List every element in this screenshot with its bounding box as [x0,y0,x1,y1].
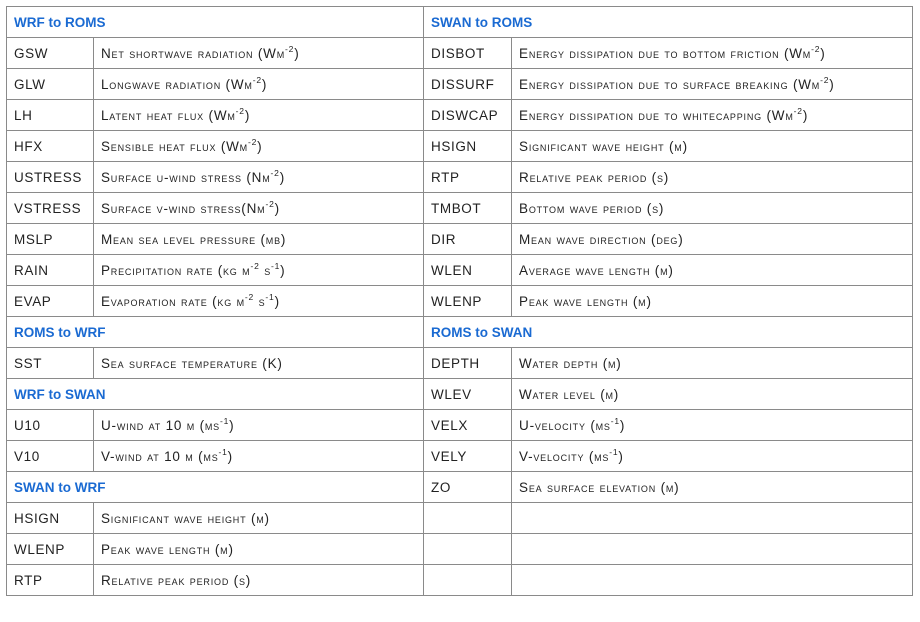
empty-cell [424,503,512,534]
description-text: V-wind at 10 m (ms [101,448,219,464]
description-text: U-velocity (ms [519,417,611,433]
unit-close: ) [618,448,624,464]
variable-code: DISBOT [424,38,512,69]
variable-description [512,100,913,131]
variable-code: HFX [7,131,94,162]
description-text: Significant wave height (m) [101,510,270,526]
variable-code: GSW [7,38,94,69]
variable-description [512,255,913,286]
variable-code: VSTRESS [7,193,94,224]
variable-code: USTRESS [7,162,94,193]
description-text: Evaporation rate (kg m [101,293,245,309]
table-row [7,379,913,410]
empty-cell [424,534,512,565]
description-text: Sea surface temperature (K) [101,355,283,371]
description-text: Sensible heat flux (Wm [101,138,248,154]
table-row [7,441,913,472]
section-header: WRF to SWAN [7,379,424,410]
table-row [7,565,913,596]
variable-description [94,224,424,255]
table-row [7,100,913,131]
variable-code: WLENP [424,286,512,317]
unit-exponent: -1 [218,446,228,457]
unit-close: ) [274,293,280,309]
variable-description [94,534,424,565]
variable-code: WLEV [424,379,512,410]
description-text: Water level (m) [519,386,620,402]
empty-cell [512,565,913,596]
unit-exponent: -1 [271,260,281,271]
description-text: Relative peak period (s) [101,572,252,588]
unit-exponent: -2 [793,105,803,116]
table-body [7,7,913,596]
description-text: Mean sea level pressure (mb) [101,231,287,247]
variable-code: WLEN [424,255,512,286]
unit-exponent: -1 [219,415,230,426]
description-text: Precipitation rate (kg m [101,262,251,278]
unit-exponent: -2 [244,291,255,302]
variable-description [94,131,424,162]
variable-code: SST [7,348,94,379]
variable-code: RTP [7,565,94,596]
description-text: Significant wave height (m) [519,138,688,154]
unit-close: ) [227,448,233,464]
description-text: Net shortwave radiation (Wm [101,45,286,61]
description-text: Average wave length (m) [519,262,674,278]
variable-description [94,410,424,441]
variable-code: DISSURF [424,69,512,100]
unit-close: ) [294,45,300,61]
table-row [7,534,913,565]
table-row [7,255,913,286]
table-row [7,38,913,69]
variable-description [94,100,424,131]
section-header: SWAN to WRF [7,472,424,503]
variable-description [512,379,913,410]
unit-close: ) [279,169,285,185]
description-text: Peak wave length (m) [519,293,652,309]
unit-text: s [259,262,271,278]
section-header: ROMS to SWAN [424,317,913,348]
unit-exponent: -2 [247,136,258,147]
variable-description [512,38,913,69]
variable-code: DEPTH [424,348,512,379]
description-text: Surface v-wind stress(Nm [101,200,266,216]
variable-code: RAIN [7,255,94,286]
description-text: Energy dissipation due to whitecapping (Wm [519,107,794,123]
description-text: Water depth (m) [519,355,622,371]
empty-cell [424,565,512,596]
variable-description [94,348,424,379]
variable-code: EVAP [7,286,94,317]
description-text: Surface u-wind stress (Nm [101,169,271,185]
unit-exponent: -2 [820,74,830,85]
variable-description [94,286,424,317]
variable-description [94,441,424,472]
empty-cell [512,503,913,534]
description-text: Bottom wave period (s) [519,200,665,216]
section-header: SWAN to ROMS [424,7,913,38]
unit-exponent: -1 [609,446,619,457]
variable-code: GLW [7,69,94,100]
unit-exponent: -2 [252,74,262,85]
variable-exchange-table [6,6,913,596]
variable-code: HSIGN [424,131,512,162]
table-row [7,472,913,503]
variable-description [512,131,913,162]
unit-exponent: -2 [285,43,295,54]
variable-code: RTP [424,162,512,193]
unit-exponent: -1 [610,415,620,426]
variable-code: MSLP [7,224,94,255]
description-text: Longwave radiation (Wm [101,76,253,92]
table-row [7,162,913,193]
unit-close: ) [820,45,826,61]
variable-code: DISWCAP [424,100,512,131]
variable-description [94,69,424,100]
description-text: Sea surface elevation (m) [519,479,680,495]
table-row [7,7,913,38]
variable-description [512,441,913,472]
table-row [7,69,913,100]
variable-description [94,38,424,69]
table-row [7,503,913,534]
variable-code: VELX [424,410,512,441]
variable-description [512,410,913,441]
unit-exponent: -2 [270,167,280,178]
unit-exponent: -2 [235,105,245,116]
unit-close: ) [274,200,280,216]
table-row [7,317,913,348]
variable-description [512,193,913,224]
variable-code: TMBOT [424,193,512,224]
variable-code: U10 [7,410,94,441]
variable-code: V10 [7,441,94,472]
variable-code: DIR [424,224,512,255]
description-text: Peak wave length (m) [101,541,234,557]
description-text: Latent heat flux (Wm [101,107,236,123]
table-row [7,131,913,162]
variable-code: ZO [424,472,512,503]
variable-description [512,69,913,100]
unit-exponent: -2 [811,43,821,54]
description-text: Energy dissipation due to bottom friction (Wm [519,45,812,61]
table-row [7,224,913,255]
variable-description [512,472,913,503]
variable-description [512,224,913,255]
table-row [7,193,913,224]
unit-exponent: -1 [265,291,275,302]
description-text: U-wind at 10 m (ms [101,417,220,433]
description-text: Energy dissipation due to surface breaking (Wm [519,76,821,92]
unit-close: ) [261,76,268,92]
variable-code: WLENP [7,534,94,565]
variable-description [512,162,913,193]
variable-description [94,162,424,193]
unit-close: ) [829,76,835,92]
unit-close: ) [229,417,235,433]
variable-description [94,565,424,596]
unit-close: ) [619,417,626,433]
variable-code: HSIGN [7,503,94,534]
unit-exponent: -2 [250,260,260,271]
variable-description [94,193,424,224]
description-text: V-velocity (ms [519,448,610,464]
description-text: Relative peak period (s) [519,169,670,185]
section-header: ROMS to WRF [7,317,424,348]
variable-description [94,503,424,534]
empty-cell [512,534,913,565]
description-text: Mean wave direction (deg) [519,231,684,247]
unit-text: s [254,293,266,309]
unit-close: ) [802,107,809,123]
variable-description [512,348,913,379]
table-row [7,410,913,441]
variable-code: LH [7,100,94,131]
unit-close: ) [244,107,251,123]
unit-close: ) [280,262,286,278]
table-row [7,286,913,317]
table-row [7,348,913,379]
variable-code: VELY [424,441,512,472]
unit-close: ) [257,138,263,154]
unit-exponent: -2 [265,198,275,209]
variable-description [94,255,424,286]
section-header: WRF to ROMS [7,7,424,38]
variable-description [512,286,913,317]
